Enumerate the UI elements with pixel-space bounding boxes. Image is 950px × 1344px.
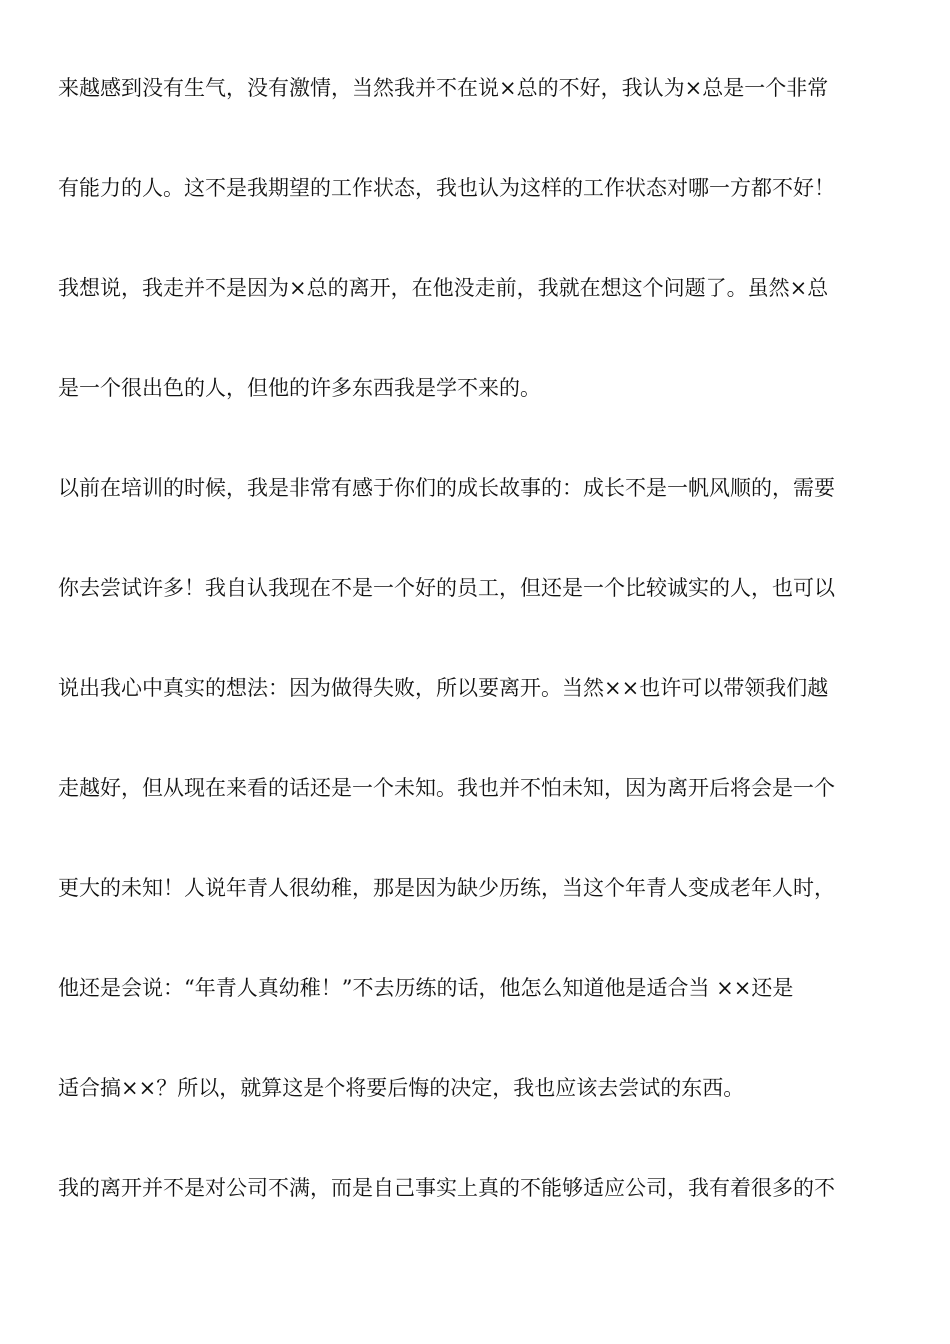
text-line-7: 说出我心中真实的想法：因为做得失败，所以要离开。当然××也许可以带领我们越 [58, 676, 829, 700]
text-line-6: 你去尝试许多！我自认我现在不是一个好的员工，但还是一个比较诚实的人，也可以 [58, 576, 835, 600]
text-line-4: 是一个很出色的人，但他的许多东西我是学不来的。 [58, 376, 541, 400]
text-line-2: 有能力的人。这不是我期望的工作状态，我也认为这样的工作状态对哪一方都不好！ [58, 176, 835, 200]
text-line-10: 他还是会说：“年青人真幼稚！”不去历练的话，他怎么知道他是适合当 ××还是 [58, 976, 794, 1000]
text-line-8: 走越好，但从现在来看的话还是一个未知。我也并不怕未知，因为离开后将会是一个 [58, 776, 835, 800]
text-line-3: 我想说，我走并不是因为×总的离开，在他没走前，我就在想这个问题了。虽然×总 [58, 276, 829, 300]
text-line-1: 来越感到没有生气，没有激情，当然我并不在说×总的不好，我认为×总是一个非常 [58, 76, 829, 100]
text-line-12: 我的离开并不是对公司不满，而是自己事实上真的不能够适应公司，我有着很多的不 [58, 1176, 835, 1200]
text-line-11: 适合搞××？所以，就算这是个将要后悔的决定，我也应该去尝试的东西。 [58, 1076, 745, 1100]
text-line-5: 以前在培训的时候，我是非常有感于你们的成长故事的：成长不是一帆风顺的，需要 [58, 476, 835, 500]
text-line-9: 更大的未知！人说年青人很幼稚，那是因为缺少历练，当这个年青人变成老年人时， [58, 876, 835, 900]
